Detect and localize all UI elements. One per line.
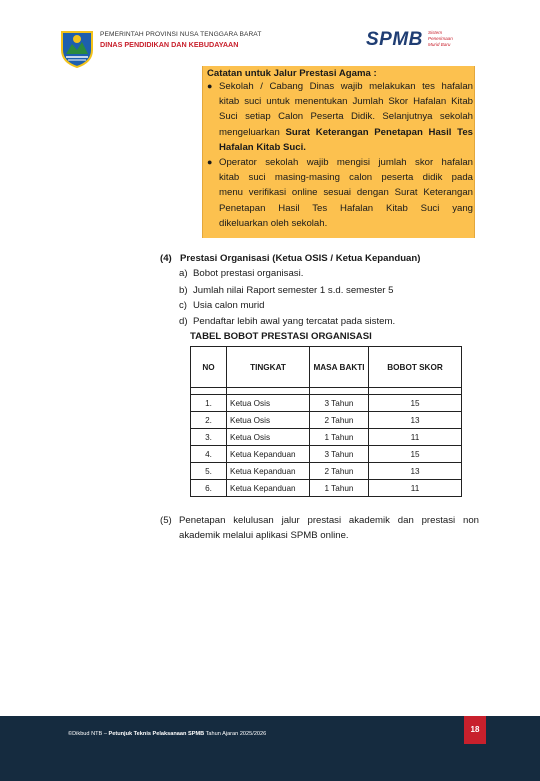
note-item-2-line: menu verifikasi online sesuai dengan Surat Keterangan bbox=[219, 187, 473, 199]
table-cell: 15 bbox=[369, 446, 462, 463]
criteria-text: Bobot prestasi organisasi. bbox=[193, 268, 304, 279]
table-cell: Ketua Kepanduan bbox=[227, 480, 310, 497]
table-cell: 3. bbox=[191, 429, 227, 446]
note-item-1-line bbox=[219, 125, 473, 140]
criteria-item bbox=[179, 300, 264, 311]
table-spacer-row bbox=[191, 388, 462, 395]
tagline-line-1: Sistem bbox=[428, 30, 443, 35]
table-cell: 4. bbox=[191, 446, 227, 463]
table-cell: 11 bbox=[369, 429, 462, 446]
criteria-item bbox=[179, 316, 395, 327]
table-header-row bbox=[191, 347, 462, 388]
table-row bbox=[191, 429, 462, 446]
page-header bbox=[0, 0, 540, 70]
footer-citation bbox=[68, 731, 266, 737]
table-title: TABEL BOBOT PRESTASI ORGANISASI bbox=[190, 331, 372, 342]
section-5-text-line: akademik melalui aplikasi SPMB online. bbox=[179, 530, 349, 541]
note-item-2-line: Operator sekolah wajib mengisi jumlah skor hafalan bbox=[219, 157, 473, 168]
section-4-heading bbox=[160, 253, 420, 264]
criteria-item bbox=[179, 285, 394, 296]
note-item-1-line bbox=[219, 140, 473, 155]
note-item-1-text: mengeluarkan bbox=[219, 126, 286, 138]
criteria-item bbox=[179, 268, 303, 279]
criteria-text: Usia calon murid bbox=[193, 300, 265, 311]
note-item-1-bold: Hafalan Kitab Suci. bbox=[219, 141, 306, 153]
table-cell: 2 Tahun bbox=[310, 412, 369, 429]
footer-prefix: ©Dikbud NTB – bbox=[68, 731, 109, 737]
note-item-1-line: kitab suci untuk menentukan Jumlah Skor Hafalan Kitab bbox=[219, 96, 473, 108]
table-cell: 2 Tahun bbox=[310, 463, 369, 480]
tagline-line-2: Penerimaan bbox=[428, 36, 453, 41]
table-cell: 13 bbox=[369, 412, 462, 429]
table-cell: Ketua Osis bbox=[227, 429, 310, 446]
spmb-logo-tagline bbox=[428, 30, 453, 48]
table-cell: 15 bbox=[369, 395, 462, 412]
table-cell: 13 bbox=[369, 463, 462, 480]
note-item-1 bbox=[219, 79, 473, 155]
ntb-crest-icon bbox=[60, 28, 94, 68]
page-footer bbox=[0, 716, 540, 781]
note-item-2 bbox=[219, 155, 473, 231]
note-item-2-line: dikeluarkan oleh sekolah. bbox=[219, 217, 328, 229]
table-row bbox=[191, 412, 462, 429]
footer-suffix: Tahun Ajaran 2025/2026 bbox=[204, 731, 267, 737]
table-cell: 3 Tahun bbox=[310, 446, 369, 463]
section-number: (4) bbox=[160, 253, 172, 264]
column-header: MASA BAKTI bbox=[310, 347, 369, 388]
table-row bbox=[191, 446, 462, 463]
table-row bbox=[191, 395, 462, 412]
bullet-icon: ● bbox=[207, 81, 213, 91]
section-number: (5) bbox=[160, 515, 172, 526]
religious-track-note-box bbox=[202, 66, 475, 238]
note-item-2-line: kitab suci masing-masing calon peserta didik pada bbox=[219, 172, 473, 184]
note-item-2-line: Penetapan Hasil Tes Hafalan Kitab Suci yang bbox=[219, 202, 473, 214]
table-cell: 5. bbox=[191, 463, 227, 480]
table-row bbox=[191, 480, 462, 497]
table-cell: Ketua Kepanduan bbox=[227, 463, 310, 480]
column-header: BOBOT SKOR bbox=[369, 347, 462, 388]
criteria-letter: d) bbox=[179, 316, 188, 327]
criteria-letter: a) bbox=[179, 268, 188, 279]
table-cell: 1. bbox=[191, 395, 227, 412]
footer-doc-title: Petunjuk Teknis Pelaksanaan SPMB bbox=[108, 731, 205, 737]
column-header: TINGKAT bbox=[227, 347, 310, 388]
note-item-1-line: Sekolah / Cabang Dinas wajib melakukan tes hafalan bbox=[219, 81, 473, 92]
table-cell: 1 Tahun bbox=[310, 429, 369, 446]
section-5-text-line: Penetapan kelulusan jalur prestasi akademik dan prestasi non bbox=[179, 515, 479, 526]
government-name: PEMERINTAH PROVINSI NUSA TENGGARA BARAT bbox=[100, 31, 262, 38]
table-cell: 2. bbox=[191, 412, 227, 429]
note-title: Catatan untuk Jalur Prestasi Agama : bbox=[207, 68, 377, 79]
column-header: NO bbox=[191, 347, 227, 388]
page-number: 18 bbox=[464, 716, 486, 744]
criteria-text: Pendaftar lebih awal yang tercatat pada sistem. bbox=[193, 316, 396, 327]
criteria-letter: c) bbox=[179, 300, 187, 311]
table-cell: 11 bbox=[369, 480, 462, 497]
table-cell: 3 Tahun bbox=[310, 395, 369, 412]
bullet-icon: ● bbox=[207, 157, 213, 167]
section-title: Prestasi Organisasi (Ketua OSIS / Ketua Kepanduan) bbox=[180, 253, 421, 264]
table-cell: Ketua Kepanduan bbox=[227, 446, 310, 463]
criteria-letter: b) bbox=[179, 285, 188, 296]
organization-score-table bbox=[190, 346, 462, 497]
criteria-text: Jumlah nilai Raport semester 1 s.d. semester 5 bbox=[193, 285, 394, 296]
spmb-logo-text: SPMB bbox=[366, 29, 423, 50]
table-cell: Ketua Osis bbox=[227, 412, 310, 429]
department-name: DINAS PENDIDIKAN DAN KEBUDAYAAN bbox=[100, 40, 239, 49]
spmb-logo bbox=[366, 29, 476, 51]
note-item-1-bold: Surat Keterangan Penetapan Hasil Tes bbox=[285, 126, 473, 138]
table-cell: 1 Tahun bbox=[310, 480, 369, 497]
table-cell: Ketua Osis bbox=[227, 395, 310, 412]
table-row bbox=[191, 463, 462, 480]
tagline-line-3: Murid Baru bbox=[428, 42, 451, 47]
table-cell: 6. bbox=[191, 480, 227, 497]
note-item-1-line: Suci setiap Calon Peserta Didik. Selanjutnya sekolah bbox=[219, 111, 473, 123]
